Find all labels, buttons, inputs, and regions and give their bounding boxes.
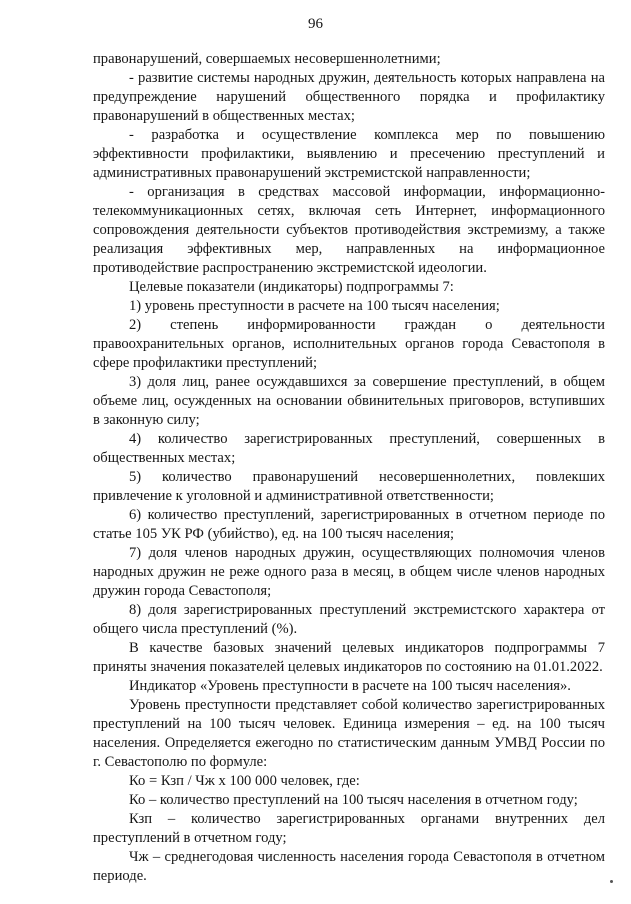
- scan-speck: [610, 880, 613, 883]
- paragraph-continuation: правонарушений, совершаемых несовершеннолетними;: [93, 51, 441, 67]
- indicator-item-1: 1) уровень преступности в расчете на 100 тысяч населения;: [129, 298, 500, 314]
- indicator-item-3: 3) доля лиц, ранее осуждавшихся за совершение преступлений, в общем объеме лиц, осужденных на основании обвинительных приговоров, вступивших в законную силу;: [93, 374, 605, 428]
- indicator-item-6: 6) количество преступлений, зарегистрированных в отчетном периоде по статье 105 УК РФ (убийство), ед. на 100 тысяч населения;: [93, 507, 605, 542]
- formula: Ко = Кзп / Чж х 100 000 человек, где:: [129, 773, 360, 789]
- indicator-item-8: 8) доля зарегистрированных преступлений экстремистского характера от общего числа преступлений (%).: [93, 602, 605, 637]
- indicator-item-5: 5) количество правонарушений несовершеннолетних, повлекших привлечение к уголовной и административной ответственности;: [93, 469, 605, 504]
- indicator-definition: Уровень преступности представляет собой количество зарегистрированных преступлений на 100 тысяч человек. Единица измерения – ед. на 100 тысяч населения. Определяется ежегодно по статистическим данным УМВД России по г. Севастополю по формуле:: [93, 697, 605, 770]
- formula-term-ko: Ко – количество преступлений на 100 тысяч населения в отчетном году;: [129, 792, 578, 808]
- formula-term-kzp: Кзп – количество зарегистрированных органами внутренних дел преступлений в отчетном году;: [93, 811, 605, 846]
- page-number: 96: [308, 16, 323, 32]
- baseline-values-paragraph: В качестве базовых значений целевых индикаторов подпрограммы 7 приняты значения показателей целевых индикаторов по состоянию на 01.01.2022.: [93, 640, 605, 675]
- list-item-media-support: - организация в средствах массовой информации, информационно-телекоммуникационных сетях, включая сеть Интернет, информационного сопровождения деятельности субъектов противодействия экстремизму, а также реализация эффективных мер, направленных на информационное противодействие распространению экстремистской идеологии.: [93, 184, 605, 276]
- indicator-item-2: 2) степень информированности граждан о деятельности правоохранительных органов, исполнительных органов города Севастополя в сфере профилактики преступлений;: [93, 317, 605, 371]
- indicator-title: Индикатор «Уровень преступности в расчете на 100 тысяч населения».: [129, 678, 571, 694]
- formula-term-chzh: Чж – среднегодовая численность населения города Севастополя в отчетном периоде.: [93, 849, 605, 884]
- list-item-people-patrols: - развитие системы народных дружин, деятельность которых направлена на предупреждение нарушений общественного порядка и профилактику правонарушений в общественных местах;: [93, 70, 605, 124]
- document-body: [93, 50, 605, 886]
- indicators-heading: Целевые показатели (индикаторы) подпрограммы 7:: [129, 279, 454, 295]
- list-item-extremism-measures: - разработка и осуществление комплекса мер по повышению эффективности профилактики, выявлению и пресечению преступлений и административных правонарушений экстремистской направленности;: [93, 127, 605, 181]
- indicator-item-4: 4) количество зарегистрированных преступлений, совершенных в общественных местах;: [93, 431, 605, 466]
- indicator-item-7: 7) доля членов народных дружин, осуществляющих полномочия членов народных дружин не реже одного раза в месяц, в общем числе членов народных дружин города Севастополя;: [93, 545, 605, 599]
